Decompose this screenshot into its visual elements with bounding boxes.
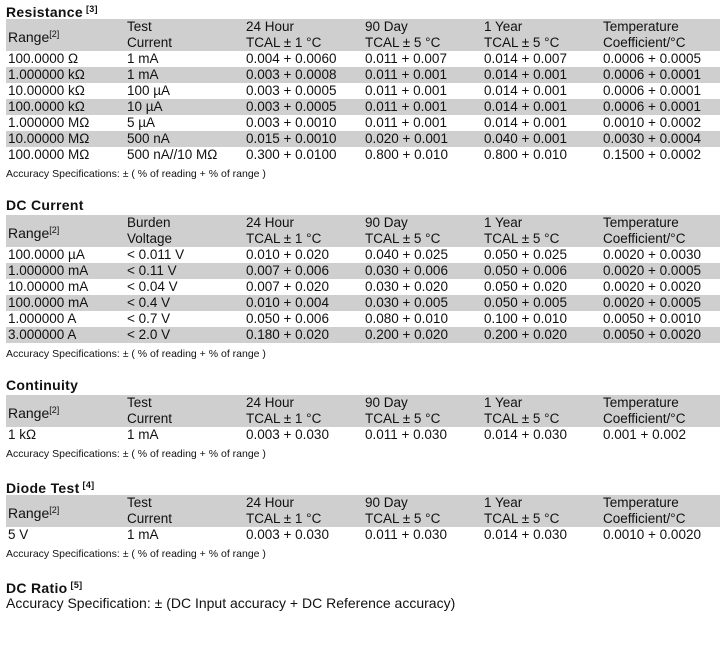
table-cell: < 0.011 V: [127, 247, 185, 262]
table-row: [6, 51, 720, 67]
section-gap: [6, 461, 722, 476]
section-footnote: [4]: [82, 480, 95, 490]
table-cell: < 0.04 V: [127, 279, 178, 294]
column-header-line: Temperature: [603, 19, 679, 34]
table-row: [6, 131, 720, 147]
table-cell: 0.003 + 0.0005: [246, 99, 337, 114]
table-body: [6, 427, 720, 443]
column-header: [244, 395, 363, 427]
table-cell: 500 nA//10 MΩ: [127, 147, 218, 162]
table-row: [6, 83, 720, 99]
table-cell: 0.800 + 0.010: [484, 147, 567, 162]
column-header-line: 24 Hour: [246, 215, 295, 230]
table-cell: 10.00000 MΩ: [8, 131, 90, 146]
column-header-line: Temperature: [603, 395, 679, 410]
table-cell: 0.020 + 0.001: [365, 131, 448, 146]
table-cell: 0.0020 + 0.0005: [603, 263, 701, 278]
table-cell: 0.003 + 0.030: [246, 427, 329, 442]
column-header-line: Voltage: [127, 231, 173, 246]
table-cell: 1 mA: [127, 67, 159, 82]
range-header-note: [2]: [49, 404, 60, 415]
spec-sections: [6, 0, 722, 561]
table-row: [6, 527, 720, 543]
table-cell: 0.030 + 0.020: [365, 279, 448, 294]
table-cell: 100.0000 Ω: [8, 51, 79, 66]
table-cell: 0.010 + 0.004: [246, 295, 329, 310]
table-cell: 5 µA: [127, 115, 156, 130]
table-cell: 1 kΩ: [8, 427, 37, 442]
column-header: [482, 395, 601, 427]
table-cell: 0.800 + 0.010: [365, 147, 448, 162]
spec-section: [6, 196, 722, 361]
column-header: [601, 19, 720, 51]
column-header-line: Test: [127, 395, 152, 410]
table-cell: 10.00000 kΩ: [8, 83, 85, 98]
dc-ratio-section: [6, 576, 722, 612]
table-cell: 1 mA: [127, 51, 159, 66]
range-header-text: Range: [8, 224, 50, 241]
table-body: [6, 527, 720, 543]
table-header: [6, 215, 720, 247]
column-header-line: 1 Year: [484, 19, 523, 34]
table-cell: 0.015 + 0.0010: [246, 131, 337, 146]
range-header: [6, 495, 125, 527]
column-header-line: Coefficient/°C: [603, 411, 686, 426]
table-cell: 0.0006 + 0.0005: [603, 51, 701, 66]
range-header-note: [2]: [49, 504, 60, 515]
column-header: [363, 395, 482, 427]
table-cell: 0.050 + 0.025: [484, 247, 567, 262]
table-cell: < 2.0 V: [127, 327, 171, 342]
table-cell: 0.0010 + 0.0020: [603, 527, 701, 542]
table-row: [6, 115, 720, 131]
table-cell: 0.011 + 0.001: [365, 115, 447, 130]
spec-table: [6, 495, 720, 543]
table-body: [6, 247, 720, 343]
table-cell: 0.014 + 0.001: [484, 115, 567, 130]
dc-ratio-title: [6, 576, 722, 595]
table-cell: 1.000000 mA: [8, 263, 89, 278]
column-header-line: 24 Hour: [246, 19, 295, 34]
column-header-line: TCAL ± 1 °C: [246, 411, 322, 426]
dc-ratio-text: Accuracy Specification: ± (DC Input accuracy + DC Reference accuracy): [6, 595, 456, 611]
table-row: [6, 99, 720, 115]
column-header-line: TCAL ± 5 °C: [365, 35, 441, 50]
table-cell: < 0.7 V: [127, 311, 171, 326]
accuracy-note: Accuracy Specifications: ± ( % of reading + % of range ): [6, 348, 266, 360]
table-cell: 0.0006 + 0.0001: [603, 83, 701, 98]
table-cell: 1 mA: [127, 527, 159, 542]
header-row: [6, 215, 720, 247]
table-cell: 0.007 + 0.020: [246, 279, 329, 294]
column-header-line: 1 Year: [484, 395, 523, 410]
table-cell: 0.011 + 0.001: [365, 83, 447, 98]
column-header: [363, 19, 482, 51]
table-cell: 0.050 + 0.006: [484, 263, 567, 278]
column-header: [601, 495, 720, 527]
spec-section: [6, 0, 722, 181]
table-cell: 0.014 + 0.001: [484, 67, 567, 82]
column-header-line: Coefficient/°C: [603, 231, 686, 246]
section-title-text: Diode Test: [6, 480, 80, 496]
column-header-line: Coefficient/°C: [603, 511, 686, 526]
table-cell: 0.040 + 0.001: [484, 131, 567, 146]
table-cell: 1.000000 MΩ: [8, 115, 90, 130]
dc-ratio-footnote: [5]: [70, 580, 83, 590]
table-cell: 1.000000 A: [8, 311, 77, 326]
section-title-text: DC Current: [6, 197, 84, 213]
column-header-line: 90 Day: [365, 395, 408, 410]
range-header: [6, 395, 125, 427]
table-row: [6, 327, 720, 343]
table-cell: 3.000000 A: [8, 327, 77, 342]
table-cell: 100.0000 µA: [8, 247, 85, 262]
table-cell: 0.003 + 0.0010: [246, 115, 337, 130]
column-header-line: 90 Day: [365, 215, 408, 230]
column-header-line: TCAL ± 5 °C: [484, 411, 560, 426]
table-cell: 0.050 + 0.020: [484, 279, 567, 294]
table-cell: 5 V: [8, 527, 29, 542]
table-cell: 0.011 + 0.001: [365, 67, 447, 82]
table-cell: 0.010 + 0.020: [246, 247, 329, 262]
range-header-note: [2]: [49, 224, 60, 235]
table-cell: 0.014 + 0.001: [484, 99, 567, 114]
section-title: [6, 476, 722, 495]
table-cell: 0.0010 + 0.0002: [603, 115, 701, 130]
table-cell: 0.080 + 0.010: [365, 311, 448, 326]
table-cell: 0.0050 + 0.0020: [603, 327, 701, 342]
column-header-line: Test: [127, 19, 152, 34]
column-header: [125, 395, 244, 427]
table-cell: 0.011 + 0.030: [365, 527, 447, 542]
table-cell: 0.180 + 0.020: [246, 327, 329, 342]
table-row: [6, 67, 720, 83]
column-header: [363, 215, 482, 247]
column-header: [363, 495, 482, 527]
section-title-text: Continuity: [6, 377, 79, 393]
range-header-note: [2]: [49, 28, 60, 39]
accuracy-note: Accuracy Specifications: ± ( % of reading + % of range ): [6, 448, 266, 460]
table-cell: 0.1500 + 0.0002: [603, 147, 701, 162]
column-header-line: Current: [127, 511, 173, 526]
column-header-line: Current: [127, 411, 173, 426]
column-header: [482, 19, 601, 51]
table-cell: 100.0000 mA: [8, 295, 89, 310]
table-cell: 0.0006 + 0.0001: [603, 99, 701, 114]
table-cell: 0.050 + 0.005: [484, 295, 567, 310]
column-header: [125, 19, 244, 51]
table-cell: < 0.4 V: [127, 295, 171, 310]
section-title-text: Resistance: [6, 4, 83, 20]
dc-ratio-title-text: DC Ratio: [6, 580, 68, 596]
column-header-line: 24 Hour: [246, 395, 295, 410]
table-cell: 0.001 + 0.002: [603, 427, 686, 442]
table-cell: 0.200 + 0.020: [484, 327, 567, 342]
table-cell: 100.0000 MΩ: [8, 147, 90, 162]
column-header-line: 1 Year: [484, 215, 523, 230]
table-cell: 0.011 + 0.007: [365, 51, 447, 66]
table-cell: 500 nA: [127, 131, 170, 146]
column-header: [244, 19, 363, 51]
table-cell: 0.040 + 0.025: [365, 247, 448, 262]
table-row: [6, 311, 720, 327]
table-cell: 0.014 + 0.007: [484, 51, 567, 66]
table-cell: < 0.11 V: [127, 263, 177, 278]
table-header: [6, 19, 720, 51]
range-header: [6, 19, 125, 51]
section-gap: [6, 561, 722, 576]
accuracy-note: Accuracy Specifications: ± ( % of reading + % of range ): [6, 548, 266, 560]
table-cell: 0.0020 + 0.0020: [603, 279, 701, 294]
table-cell: 0.003 + 0.030: [246, 527, 329, 542]
column-header: [125, 495, 244, 527]
header-row: [6, 495, 720, 527]
table-cell: 0.0020 + 0.0005: [603, 295, 701, 310]
table-cell: 100 µA: [127, 83, 171, 98]
column-header-line: 90 Day: [365, 19, 408, 34]
column-header: [125, 215, 244, 247]
range-header-text: Range: [8, 404, 50, 421]
section-title: [6, 196, 722, 215]
table-cell: 0.004 + 0.0060: [246, 51, 337, 66]
table-body: [6, 51, 720, 163]
column-header: [482, 495, 601, 527]
spec-table: [6, 215, 720, 343]
column-header-line: 1 Year: [484, 495, 523, 510]
table-cell: 0.0006 + 0.0001: [603, 67, 701, 82]
table-cell: 0.011 + 0.030: [365, 427, 447, 442]
table-cell: 0.011 + 0.001: [365, 99, 447, 114]
range-header: [6, 215, 125, 247]
section-title: [6, 0, 722, 19]
accuracy-note: Accuracy Specifications: ± ( % of reading + % of range ): [6, 168, 266, 180]
table-row: [6, 295, 720, 311]
column-header-line: Burden: [127, 215, 171, 230]
section-title: [6, 376, 722, 395]
spec-section: [6, 476, 722, 561]
table-cell: 0.014 + 0.030: [484, 527, 567, 542]
column-header-line: 24 Hour: [246, 495, 295, 510]
column-header: [601, 215, 720, 247]
range-header-text: Range: [8, 504, 50, 521]
table-cell: 10 µA: [127, 99, 163, 114]
column-header: [244, 495, 363, 527]
column-header-line: TCAL ± 1 °C: [246, 231, 322, 246]
table-cell: 0.100 + 0.010: [484, 311, 567, 326]
column-header-line: Test: [127, 495, 152, 510]
column-header-line: TCAL ± 5 °C: [484, 231, 560, 246]
table-cell: 1 mA: [127, 427, 159, 442]
table-row: [6, 427, 720, 443]
column-header-line: TCAL ± 5 °C: [365, 231, 441, 246]
column-header-line: Current: [127, 35, 173, 50]
section-gap: [6, 361, 722, 376]
table-cell: 100.0000 kΩ: [8, 99, 85, 114]
table-cell: 0.014 + 0.030: [484, 427, 567, 442]
table-header: [6, 395, 720, 427]
table-cell: 0.0050 + 0.0010: [603, 311, 701, 326]
table-row: [6, 263, 720, 279]
spec-table: [6, 19, 720, 163]
column-header-line: TCAL ± 5 °C: [365, 511, 441, 526]
column-header-line: Temperature: [603, 495, 679, 510]
table-cell: 0.003 + 0.0008: [246, 67, 337, 82]
table-cell: 0.200 + 0.020: [365, 327, 448, 342]
table-row: [6, 247, 720, 263]
column-header: [482, 215, 601, 247]
table-cell: 10.00000 mA: [8, 279, 89, 294]
spec-table: [6, 395, 720, 443]
table-cell: 1.000000 kΩ: [8, 67, 85, 82]
table-header: [6, 495, 720, 527]
column-header: [601, 395, 720, 427]
table-row: [6, 147, 720, 163]
column-header: [244, 215, 363, 247]
header-row: [6, 395, 720, 427]
section-footnote: [3]: [85, 4, 98, 14]
range-header-text: Range: [8, 28, 50, 45]
table-cell: 0.030 + 0.005: [365, 295, 448, 310]
column-header-line: TCAL ± 1 °C: [246, 511, 322, 526]
table-cell: 0.050 + 0.006: [246, 311, 329, 326]
column-header-line: TCAL ± 5 °C: [484, 511, 560, 526]
spec-section: [6, 376, 722, 461]
table-cell: 0.300 + 0.0100: [246, 147, 337, 162]
table-row: [6, 279, 720, 295]
column-header-line: TCAL ± 5 °C: [365, 411, 441, 426]
table-cell: 0.0020 + 0.0030: [603, 247, 701, 262]
column-header-line: Temperature: [603, 215, 679, 230]
column-header-line: TCAL ± 1 °C: [246, 35, 322, 50]
section-gap: [6, 181, 722, 196]
column-header-line: TCAL ± 5 °C: [484, 35, 560, 50]
column-header-line: Coefficient/°C: [603, 35, 686, 50]
table-cell: 0.0030 + 0.0004: [603, 131, 701, 146]
table-cell: 0.003 + 0.0005: [246, 83, 337, 98]
header-row: [6, 19, 720, 51]
table-cell: 0.030 + 0.006: [365, 263, 448, 278]
table-cell: 0.014 + 0.001: [484, 83, 567, 98]
table-cell: 0.007 + 0.006: [246, 263, 329, 278]
column-header-line: 90 Day: [365, 495, 408, 510]
